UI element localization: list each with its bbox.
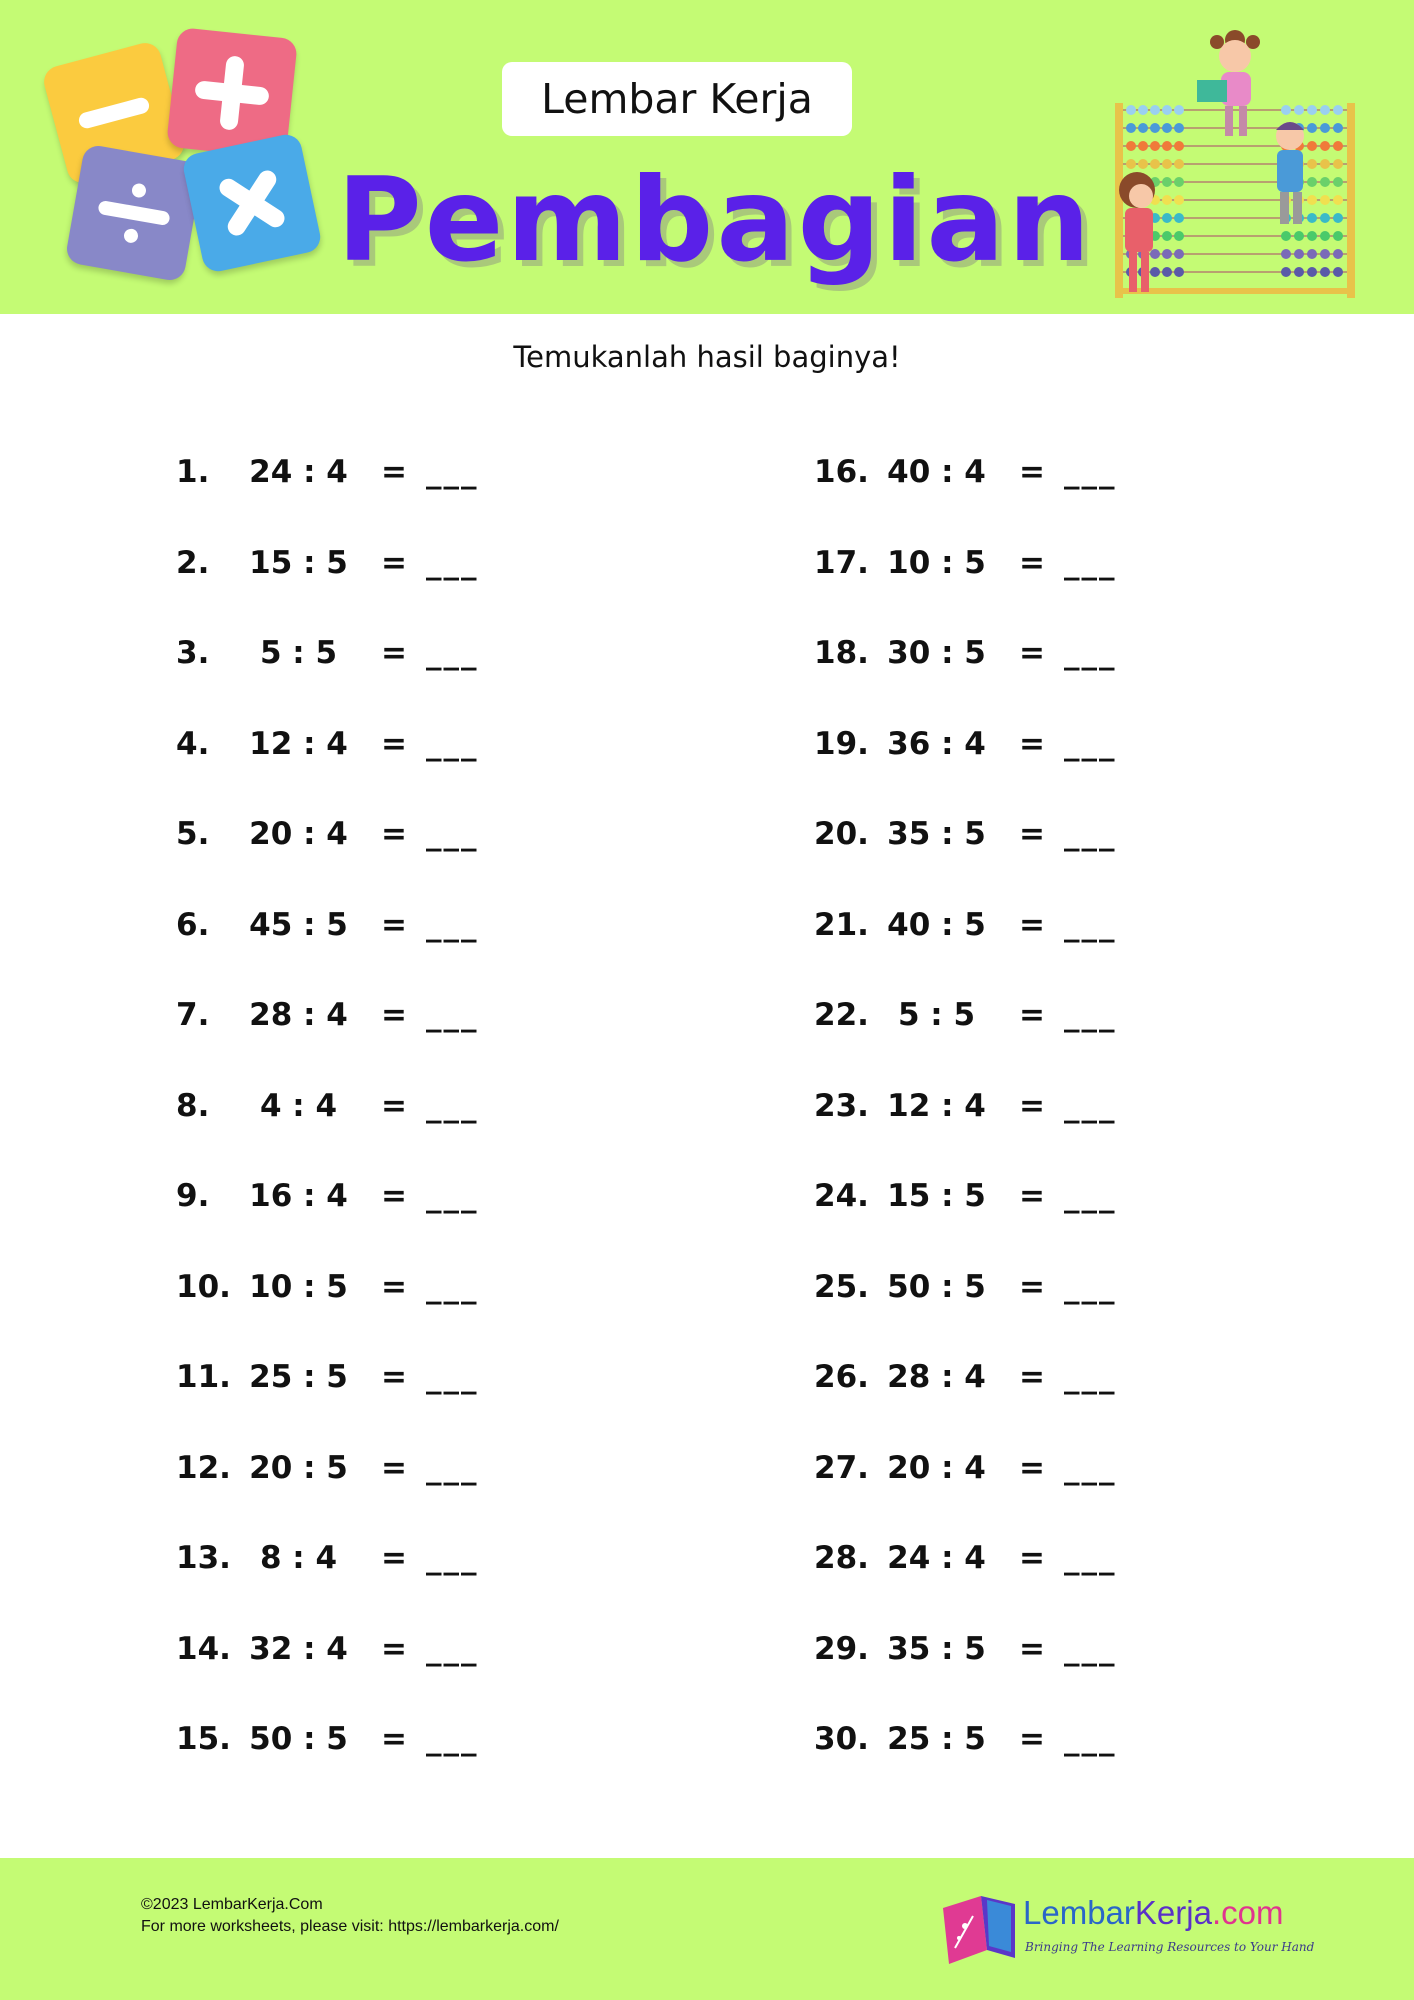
logo-tagline: Bringing The Learning Resources to Your Hand	[1025, 1940, 1315, 1954]
problem-number: 6.	[176, 906, 210, 943]
problem-row	[176, 1178, 496, 1234]
problem-expression: 5 : 5	[897, 997, 976, 1033]
problem-expression: 10 : 5	[249, 1268, 348, 1305]
answer-blank[interactable]: ___	[1064, 725, 1117, 762]
logo-word-kerja: Kerja	[1134, 1894, 1212, 1931]
problem-row	[176, 726, 496, 782]
copyright-text: ©2023 LembarKerja.Com	[141, 1896, 323, 1913]
answer-blank[interactable]: ___	[1064, 816, 1117, 852]
problem-expression: 45 : 5	[249, 906, 348, 943]
problem-expression: 32 : 4	[249, 1630, 348, 1667]
problem-number: 18.	[814, 635, 869, 671]
problem-number: 2.	[176, 544, 210, 581]
equals-sign: =	[1019, 454, 1045, 490]
equals-sign: =	[381, 1087, 407, 1124]
problem-expression: 28 : 4	[249, 997, 348, 1033]
problem-row	[814, 816, 1134, 872]
problem-number: 11.	[176, 1359, 231, 1395]
answer-blank[interactable]: ___	[426, 1268, 479, 1305]
problem-row	[814, 1359, 1134, 1415]
equals-sign: =	[1019, 1721, 1045, 1757]
problem-number: 12.	[176, 1449, 231, 1486]
logo-word-lembar: Lembar	[1023, 1894, 1135, 1931]
answer-blank[interactable]: ___	[1064, 906, 1117, 943]
worksheet-subtitle: Lembar Kerja	[502, 62, 852, 136]
instruction-text: Temukanlah hasil baginya!	[513, 340, 901, 374]
equals-sign: =	[381, 635, 407, 671]
problem-number: 15.	[176, 1721, 231, 1757]
problem-row	[814, 997, 1134, 1053]
answer-blank[interactable]: ___	[1064, 1268, 1117, 1305]
problem-number: 14.	[176, 1630, 231, 1667]
problem-row	[814, 1450, 1134, 1506]
problem-expression: 15 : 5	[249, 544, 348, 581]
answer-blank[interactable]: ___	[426, 1540, 479, 1576]
problem-expression: 35 : 5	[887, 1630, 986, 1667]
answer-blank[interactable]: ___	[426, 816, 479, 852]
equals-sign: =	[1019, 635, 1045, 671]
answer-blank[interactable]: ___	[426, 906, 479, 943]
problem-number: 29.	[814, 1630, 869, 1667]
problem-row	[814, 726, 1134, 782]
problem-number: 30.	[814, 1721, 869, 1757]
problem-number: 21.	[814, 906, 869, 943]
copyright-block	[141, 1894, 559, 1938]
problem-number: 8.	[176, 1087, 210, 1124]
problem-row	[176, 1269, 496, 1325]
problem-expression: 24 : 4	[887, 1540, 986, 1576]
answer-blank[interactable]: ___	[426, 725, 479, 762]
problem-row	[814, 907, 1134, 963]
equals-sign: =	[381, 725, 407, 762]
answer-blank[interactable]: ___	[1064, 1721, 1117, 1757]
equals-sign: =	[381, 997, 407, 1033]
header-banner	[0, 0, 1414, 314]
answer-blank[interactable]: ___	[1064, 1178, 1117, 1214]
answer-blank[interactable]: ___	[1064, 1449, 1117, 1486]
children-abacus-illustration	[1105, 18, 1365, 303]
problem-expression: 40 : 5	[887, 906, 986, 943]
answer-blank[interactable]: ___	[1064, 544, 1117, 581]
answer-blank[interactable]: ___	[426, 1721, 479, 1757]
problem-expression: 12 : 4	[887, 1087, 986, 1124]
problem-number: 3.	[176, 635, 210, 671]
problem-row	[814, 1721, 1134, 1777]
answer-blank[interactable]: ___	[1064, 635, 1117, 671]
equals-sign: =	[381, 1178, 407, 1214]
problem-expression: 12 : 4	[249, 725, 348, 762]
problem-number: 22.	[814, 997, 869, 1033]
problem-row	[176, 816, 496, 872]
problem-expression: 28 : 4	[887, 1359, 986, 1395]
problem-number: 19.	[814, 725, 869, 762]
problem-expression: 20 : 4	[249, 816, 348, 852]
problem-expression: 16 : 4	[249, 1178, 348, 1214]
equals-sign: =	[1019, 906, 1045, 943]
answer-blank[interactable]: ___	[1064, 997, 1117, 1033]
logo-word-com: .com	[1211, 1894, 1284, 1931]
equals-sign: =	[1019, 544, 1045, 581]
problem-expression: 50 : 5	[249, 1721, 348, 1757]
equals-sign: =	[1019, 816, 1045, 852]
problem-expression: 4 : 4	[259, 1087, 338, 1124]
footer	[0, 1858, 1414, 2000]
equals-sign: =	[1019, 1449, 1045, 1486]
problem-number: 25.	[814, 1268, 869, 1305]
logo-wordmark	[1023, 1894, 1283, 1932]
problem-row	[814, 1269, 1134, 1325]
answer-blank[interactable]: ___	[426, 635, 479, 671]
problem-number: 28.	[814, 1540, 869, 1576]
problem-number: 26.	[814, 1359, 869, 1395]
answer-blank[interactable]: ___	[426, 1359, 479, 1395]
equals-sign: =	[1019, 1630, 1045, 1667]
lembarkerja-logo	[935, 1888, 1315, 1968]
equals-sign: =	[381, 1268, 407, 1305]
equals-sign: =	[381, 906, 407, 943]
problem-row	[176, 997, 496, 1053]
answer-blank[interactable]: ___	[426, 1449, 479, 1486]
problem-row	[814, 1178, 1134, 1234]
answer-blank[interactable]: ___	[426, 997, 479, 1033]
problem-row	[176, 1540, 496, 1596]
problem-expression: 15 : 5	[887, 1178, 986, 1214]
answer-blank[interactable]: ___	[426, 1087, 479, 1124]
equals-sign: =	[381, 1540, 407, 1576]
equals-sign: =	[381, 454, 407, 490]
answer-blank[interactable]: ___	[426, 1630, 479, 1667]
problem-row	[814, 1631, 1134, 1687]
equals-sign: =	[1019, 997, 1045, 1033]
problem-number: 9.	[176, 1178, 210, 1214]
problem-expression: 24 : 4	[249, 454, 348, 490]
problem-row	[176, 1631, 496, 1687]
equals-sign: =	[1019, 1268, 1045, 1305]
problem-row	[176, 1088, 496, 1144]
problem-number: 20.	[814, 816, 869, 852]
problem-row	[176, 1721, 496, 1777]
problem-expression: 25 : 5	[887, 1721, 986, 1757]
problem-number: 16.	[814, 454, 869, 490]
problem-number: 23.	[814, 1087, 869, 1124]
problem-row	[814, 635, 1134, 691]
problem-number: 17.	[814, 544, 869, 581]
problem-row	[814, 1540, 1134, 1596]
problem-row	[176, 907, 496, 963]
problem-number: 4.	[176, 725, 210, 762]
problem-expression: 36 : 4	[887, 725, 986, 762]
problem-expression: 35 : 5	[887, 816, 986, 852]
answer-blank[interactable]: ___	[1064, 1540, 1117, 1576]
equals-sign: =	[1019, 1178, 1045, 1214]
equals-sign: =	[1019, 725, 1045, 762]
problem-expression: 40 : 4	[887, 454, 986, 490]
answer-blank[interactable]: ___	[1064, 1087, 1117, 1124]
problem-number: 27.	[814, 1449, 869, 1486]
problem-row	[176, 635, 496, 691]
problem-expression: 5 : 5	[259, 635, 338, 671]
equals-sign: =	[381, 1359, 407, 1395]
problem-expression: 50 : 5	[887, 1268, 986, 1305]
equals-sign: =	[1019, 1087, 1045, 1124]
problem-expression: 20 : 5	[249, 1449, 348, 1486]
lembarkerja-book-logo-icon	[935, 1888, 1023, 1968]
problem-expression: 10 : 5	[887, 544, 986, 581]
equals-sign: =	[381, 1449, 407, 1486]
equals-sign: =	[381, 1721, 407, 1757]
page-title: Pembagian	[336, 152, 1094, 288]
equals-sign: =	[381, 1630, 407, 1667]
divide-tile-icon	[64, 143, 203, 282]
problem-row	[176, 1450, 496, 1506]
problem-expression: 30 : 5	[887, 635, 986, 671]
problem-expression: 25 : 5	[249, 1359, 348, 1395]
answer-blank[interactable]: ___	[426, 544, 479, 581]
problem-number: 13.	[176, 1540, 231, 1576]
answer-blank[interactable]: ___	[1064, 1630, 1117, 1667]
problem-number: 1.	[176, 454, 210, 490]
equals-sign: =	[381, 544, 407, 581]
equals-sign: =	[1019, 1359, 1045, 1395]
equals-sign: =	[1019, 1540, 1045, 1576]
problem-row	[176, 1359, 496, 1415]
problem-row	[176, 454, 496, 510]
problem-row	[814, 545, 1134, 601]
problem-expression: 20 : 4	[887, 1449, 986, 1486]
problem-row	[176, 545, 496, 601]
math-operation-tiles-illustration	[40, 25, 340, 290]
problem-expression: 8 : 4	[259, 1540, 338, 1576]
visit-link-text: For more worksheets, please visit: https://lembarkerja.com/	[141, 1918, 559, 1935]
answer-blank[interactable]: ___	[426, 454, 479, 490]
answer-blank[interactable]: ___	[1064, 454, 1117, 490]
problem-row	[814, 1088, 1134, 1144]
answer-blank[interactable]: ___	[426, 1178, 479, 1214]
problem-row	[814, 454, 1134, 510]
problem-number: 10.	[176, 1268, 231, 1305]
problem-number: 7.	[176, 997, 210, 1033]
problem-number: 5.	[176, 816, 210, 852]
answer-blank[interactable]: ___	[1064, 1359, 1117, 1395]
equals-sign: =	[381, 816, 407, 852]
problem-number: 24.	[814, 1178, 869, 1214]
problem-list	[0, 440, 1414, 1770]
